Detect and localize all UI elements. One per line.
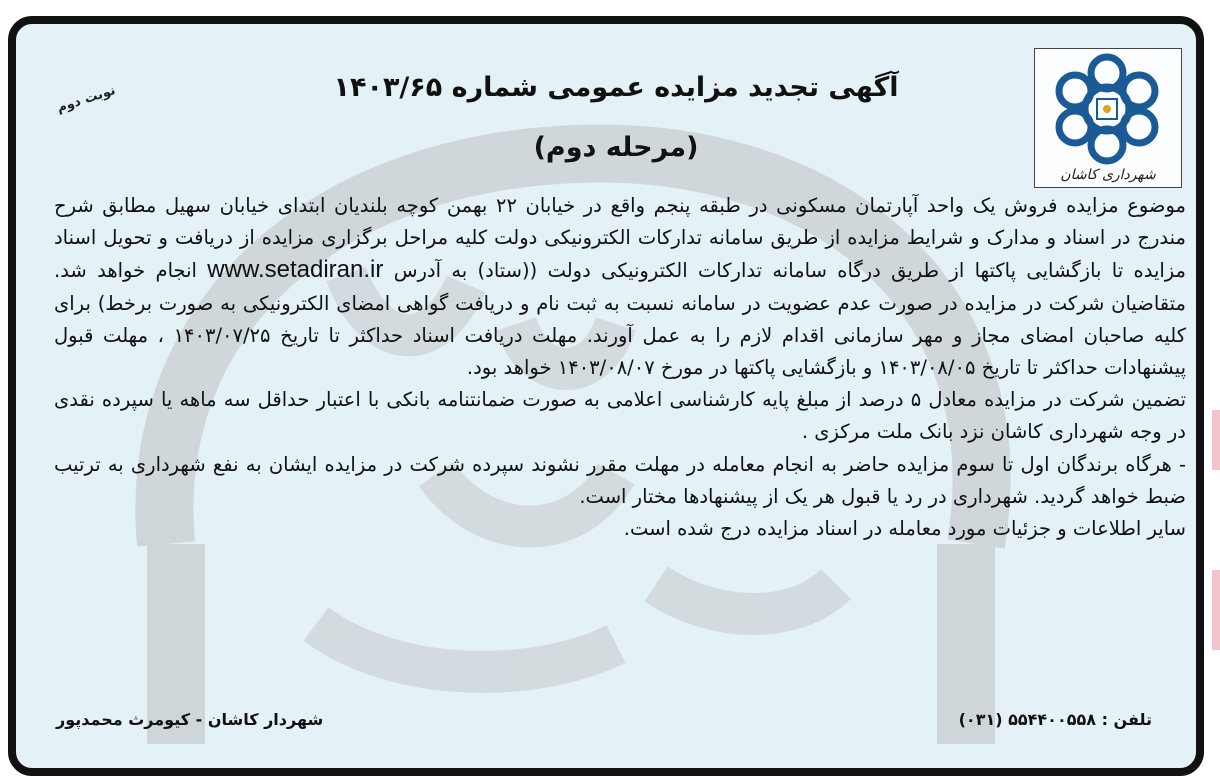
turn-label: نوبت دوم: [55, 83, 118, 116]
phone-number: تلفن : ۵۵۴۴۰۰۵۵۸ (۰۳۱): [958, 710, 1152, 729]
paragraph-subject: [54, 190, 1186, 384]
setadiran-url: www.setadiran.ir: [207, 256, 384, 284]
side-mark: [1212, 410, 1220, 470]
kashan-municipality-logo: [1034, 48, 1182, 188]
paragraph-subject-continued: انجام خواهد شد. متقاضیان شرکت در مزایده در صورت عدم عضویت در سامانه نسبت به ثبت نام و دریافت گواهی امضای الکترونیکی به صورت برخط) برای کلیه صاحبان امضای مجاز و مهر سازمانی اقدام لازم را به عمل آورند. مهلت دریافت اسناد حداکثر تا تاریخ ۱۴۰۳/۰۷/۲۵ ، مهلت قبول پیشنهادات حداکثر تا تاریخ ۱۴۰۳/۰۸/۰۵ و بازگشایی پاکتها در مورخ ۱۴۰۳/۰۸/۰۷ خواهد بود.: [54, 259, 1187, 380]
kashan-municipality-emblem: [1035, 51, 1180, 169]
paragraph-other-info: سایر اطلاعات و جزئیات مورد معامله در اسناد مزایده درج شده است.: [623, 517, 1186, 541]
logo-caption: شهرداری کاشان: [1060, 167, 1156, 183]
notice-title: آگهی تجدید مزایده عمومی شماره ۱۴۰۳/۶۵: [333, 72, 899, 103]
notice-body: [54, 190, 1186, 545]
mayor-signature: شهردار کاشان - کیومرث محمدپور: [56, 710, 324, 729]
side-mark: [1212, 570, 1220, 650]
notice-frame: [8, 16, 1204, 776]
paragraph-winners: - هرگاه برندگان اول تا سوم مزایده حاضر به انجام معامله در مهلت مقرر نشوند سپرده شرکت در مزایده ایشان به نفع شهرداری به ترتیب ضبط خواهد گردید. شهرداری در رد یا قبول هر یک از پیشنهادها مختار است.: [54, 452, 1186, 508]
paragraph-guarantee: تضمین شرکت در مزایده معادل ۵ درصد از مبلغ پایه کارشناسی اعلامی به صورت ضمانتنامه بانکی با اعتبار حداقل سه ماهه یا سپرده نقدی در وجه شهرداری کاشان نزد بانک ملت مرکزی .: [54, 388, 1187, 444]
paragraph-subject-text: موضوع مزایده فروش یک واحد آپارتمان مسکونی در طبقه پنجم واقع در خیابان ۲۲ بهمن کوچه بلندیان ابتدای خیابان سهیل مطابق شرح مندرج در اسناد و مدارک و شرایط مزایده از طریق سامانه تدارکات الکترونیکی دولت کلیه مراحل برگزاری مزایده از دریافت و تحویل اسناد مزایده تا بازگشایی پاکتها از طریق درگاه سامانه تدارکات الکترونیکی دولت ((ستاد) به آدرس: [54, 194, 1186, 283]
notice-subtitle: (مرحله دوم): [533, 132, 699, 163]
